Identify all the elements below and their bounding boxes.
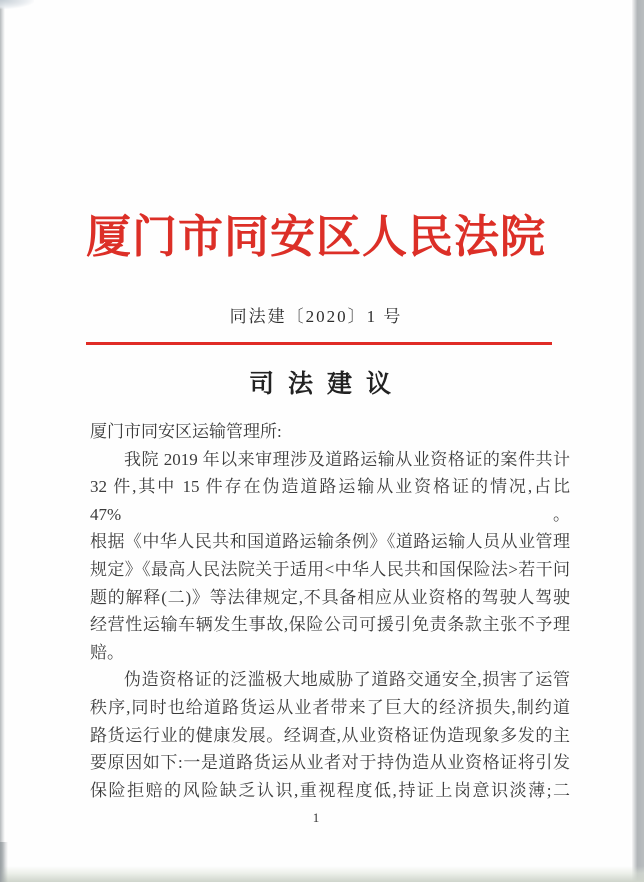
- body-text: [90, 418, 570, 804]
- scan-edge-bottom: [0, 866, 644, 882]
- body-line: 路货运行业的健康发展。经调查,从业资格证伪造现象多发的主: [90, 725, 570, 745]
- doc-heading: 司法建议: [248, 371, 405, 398]
- page-number: 1: [312, 810, 320, 825]
- court-title: 厦门市同安区人民法院: [85, 212, 546, 262]
- scan-corner-bottom-left: [0, 842, 8, 882]
- body-line: 32 件,其中 15 件存在伪造道路运输从业资格证的情况,占比 47%。: [90, 477, 570, 524]
- body-line: 厦门市同安区运输管理所:: [90, 422, 282, 441]
- body-line: 题的解释(二)》等法律规定,不具备相应从业资格的驾驶人驾驶: [90, 587, 570, 607]
- body-line: 保险拒赔的风险缺乏认识,重视程度低,持证上岗意识淡薄;二: [90, 780, 570, 800]
- scan-edge-left: [0, 0, 5, 882]
- red-divider: [86, 342, 552, 345]
- scan-edge-right: [632, 0, 644, 882]
- body-line: 要原因如下:一是道路货运从业者对于持伪造从业资格证将引发: [90, 753, 570, 773]
- body-line: 伪造资格证的泛滥极大地威胁了道路交通安全,损害了运管: [124, 670, 570, 690]
- scan-corner-top-left: [0, 0, 34, 9]
- body-line: 秩序,同时也给道路货运从业者带来了巨大的经济损失,制约道: [90, 697, 570, 717]
- body-line: 赔。: [90, 642, 124, 662]
- body-line: 我院 2019 年以来审理涉及道路运输从业资格证的案件共计: [124, 449, 570, 469]
- body-line: 根据《中华人民共和国道路运输条例》《道路运输人员从业管理: [90, 532, 570, 552]
- body-line: 规定》《最高人民法院关于适用<中华人民共和国保险法>若干问: [90, 559, 570, 579]
- body-line: 经营性运输车辆发生事故,保险公司可援引免责条款主张不予理: [90, 615, 570, 635]
- doc-number: 同法建〔2020〕1 号: [229, 307, 403, 326]
